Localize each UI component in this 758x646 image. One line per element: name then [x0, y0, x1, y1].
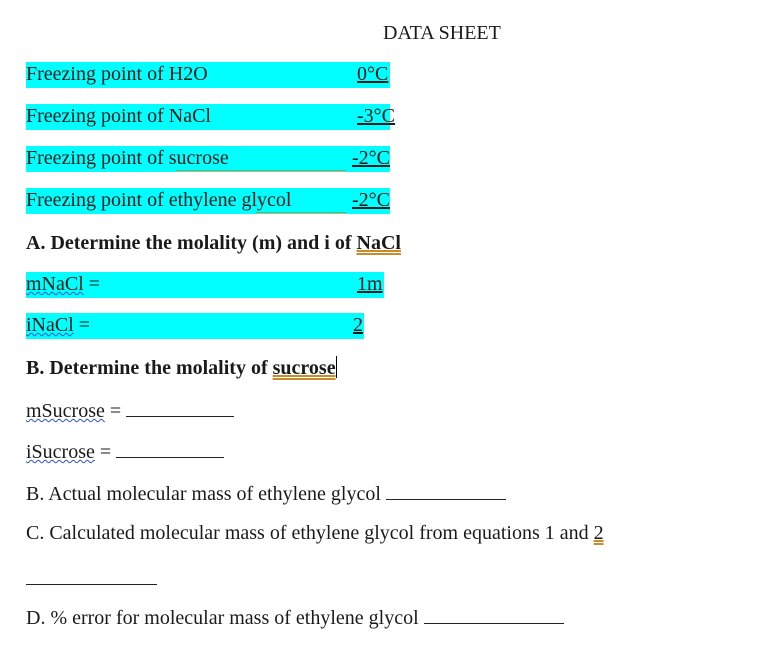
section-a-heading [26, 232, 401, 255]
question-b-blank[interactable] [386, 481, 506, 500]
text-cursor [336, 356, 337, 378]
inacl-row [26, 313, 364, 339]
section-a-heading-nacl: NaCl [356, 232, 401, 254]
section-a-heading-i: i [324, 232, 330, 254]
question-c-text: C. Calculated molecular mass of ethylene glycol from equations 1 and [26, 522, 594, 544]
section-a-heading-prefix: A. Determine the molality (m) and [26, 232, 325, 254]
question-d-error [26, 605, 564, 630]
freezing-point-row-ethylene-glycol [26, 188, 390, 214]
isucrose-eq: = [94, 441, 117, 463]
question-c-blank[interactable] [26, 584, 157, 585]
inacl-value: 2 [353, 314, 363, 336]
question-c-number: 2 [593, 522, 604, 544]
question-d-blank[interactable] [424, 605, 564, 624]
mnacl-eq: = [83, 273, 101, 295]
freezing-value-h2o: 0°C [357, 63, 389, 85]
msucrose-label: mSucrose [26, 400, 105, 422]
inacl-eq: = [73, 314, 91, 336]
isucrose-blank[interactable] [116, 439, 224, 458]
page-title: DATA SHEET [383, 22, 501, 44]
freezing-value-nacl: -3°C [357, 105, 395, 127]
freezing-label-h2o: Freezing point of H2O [26, 63, 208, 85]
inacl-label-group [26, 314, 90, 337]
section-b-heading-prefix: B. Determine the molality of [26, 357, 273, 379]
freezing-underline-sucrose [176, 170, 346, 171]
isucrose-line [26, 439, 224, 464]
freezing-value-ethylene-glycol: -2°C [352, 189, 390, 211]
mnacl-row [26, 272, 384, 298]
inacl-label: iNaCl [26, 314, 74, 336]
section-b-heading [26, 356, 337, 380]
freezing-label-ethylene-glycol: Freezing point of ethylene glycol [26, 189, 292, 211]
msucrose-blank[interactable] [126, 398, 234, 417]
freezing-point-row-h2o [26, 62, 390, 88]
msucrose-line [26, 398, 234, 423]
freezing-point-row-sucrose [26, 146, 390, 172]
msucrose-eq: = [104, 400, 127, 422]
section-a-heading-mid: of [329, 232, 357, 254]
freezing-label-nacl: Freezing point of NaCl [26, 105, 211, 127]
question-b-actual [26, 481, 506, 506]
mnacl-label: mNaCl [26, 273, 84, 295]
question-c-calculated [26, 522, 604, 545]
mnacl-label-group [26, 273, 100, 296]
freezing-point-row-nacl [26, 104, 395, 130]
question-d-text: D. % error for molecular mass of ethylene glycol [26, 607, 424, 629]
isucrose-label: iSucrose [26, 441, 95, 463]
freezing-label-sucrose: Freezing point of sucrose [26, 147, 229, 169]
freezing-value-sucrose: -2°C [352, 147, 390, 169]
section-b-heading-sucrose: sucrose [272, 357, 336, 379]
mnacl-value: 1m [357, 273, 383, 295]
freezing-underline-ethylene-glycol [256, 212, 346, 213]
question-b-text: B. Actual molecular mass of ethylene glycol [26, 483, 386, 505]
